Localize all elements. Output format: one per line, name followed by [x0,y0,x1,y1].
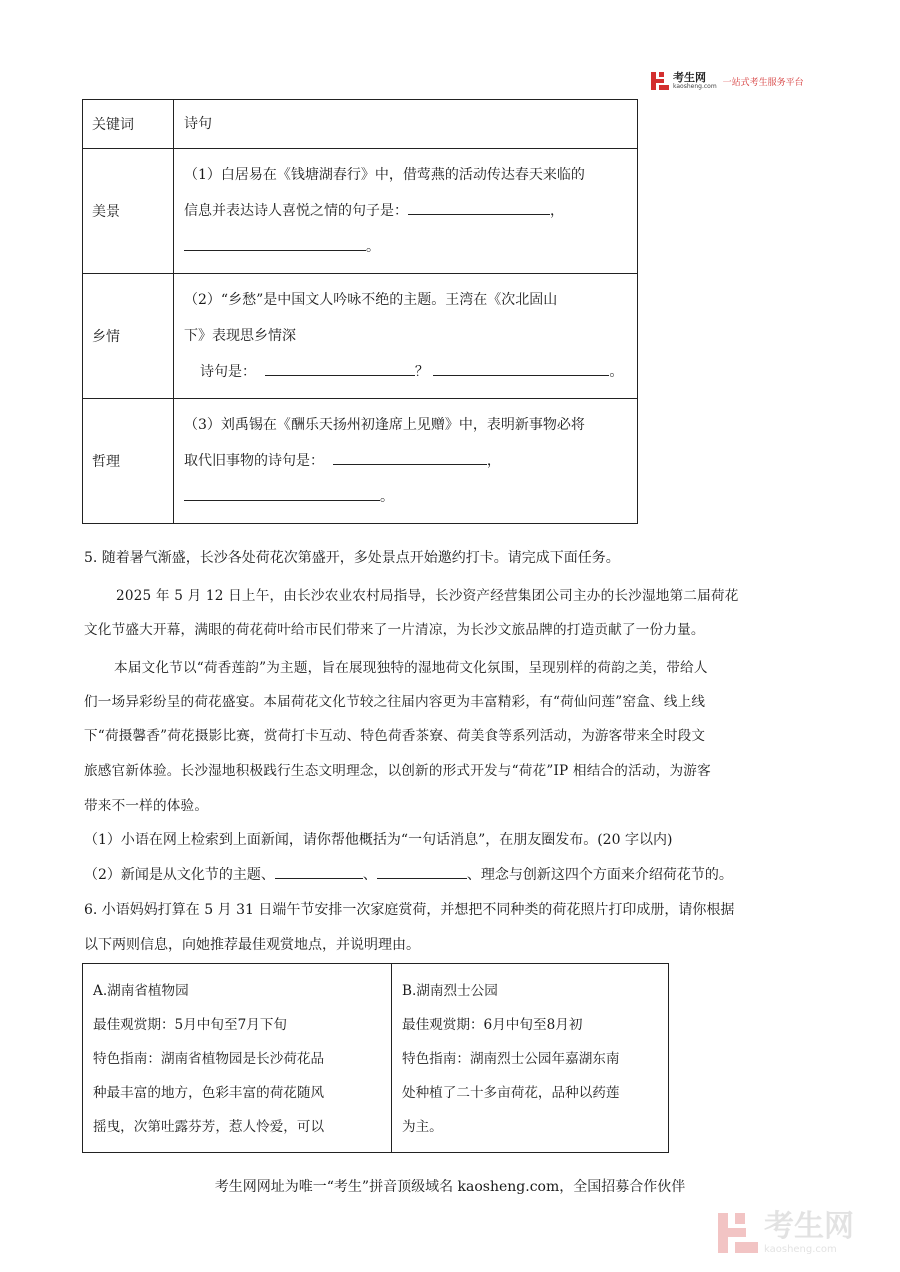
poem-table [82,99,638,524]
answer-blank[interactable] [275,864,363,879]
row-key-philosophy: 哲理 [83,399,174,524]
place-a-period: 最佳观赏期：5月中旬至7月下旬 [93,1017,288,1033]
answer-blank[interactable] [408,200,550,215]
watermark [718,1208,888,1258]
news-line: 旅感官新体验。长沙湿地积极践行生态文明理念，以创新的形式开发与“荷花”IP 相结合的活动，为游客 [84,763,711,779]
news-line: 下“荷摄馨香”荷花摄影比赛，赏荷打卡互动、特色荷香茶寮、荷美食等系列活动，为游客带来全时段文 [84,728,706,744]
answer-blank[interactable] [433,361,609,376]
news-line: 本届文化节以“荷香莲韵”为主题，旨在展现独特的湿地荷文化氛围，呈现别样的荷韵之美，带给人 [114,660,708,676]
answer-blank[interactable] [265,361,415,376]
logo-domain: kaosheng.com [673,83,717,90]
q5-sub1: （1）小语在网上检索到上面新闻，请你帮他概括为“一句话消息”，在朋友圈发布。(20 字以内) [84,832,673,848]
logo-slogan: 一站式考生服务平台 [722,77,804,88]
answer-blank[interactable] [184,236,366,251]
watermark-name: 考生网 [764,1208,854,1244]
answer-blank[interactable] [184,486,380,501]
place-b-cell: B.湖南烈士公园 最佳观赏期：6月中旬至8月初 特色指南：湖南烈士公园年嘉湖东南 处种植了二十多亩荷花，品种以药莲 为主。 [392,964,669,1153]
news-line: 文化节盛大开幕，满眼的荷花荷叶给市民们带来了一片清凉，为长沙文旅品牌的打造贡献了一份力量。 [84,622,705,638]
place-b-period: 最佳观赏期：6月中旬至8月初 [402,1017,583,1033]
places-table [82,963,669,1153]
site-logo[interactable] [651,70,804,92]
row-key-homesick: 乡情 [83,274,174,399]
table-header-keyword: 关键词 [83,100,174,149]
answer-blank[interactable] [377,864,467,879]
news-line: 们一场异彩纷呈的荷花盛宴。本届荷花文化节较之往届内容更为丰富精彩，有“荷仙问莲”窑盒、线上线 [84,694,706,710]
row-content-scenery: （1）白居易在《钱塘湖春行》中，借莺燕的活动传达春天来临的 信息并表达诗人喜悦之情的句子是： ， 。 [174,149,638,274]
place-b-guide: 特色指南：湖南烈士公园年嘉湖东南 [402,1051,620,1067]
table-row [83,399,638,524]
row-key-scenery: 美景 [83,149,174,274]
row-content-homesick: （2）“乡愁”是中国文人吟咏不绝的主题。王湾在《次北固山 下》表现思乡情深 诗句是： ？ 。 [174,274,638,399]
table-row [83,149,638,274]
place-a-cell: A.湖南省植物园 最佳观赏期：5月中旬至7月下旬 特色指南：湖南省植物园是长沙荷花品 种最丰富的地方，色彩丰富的荷花随风 摇曳，次第吐露芬芳，惹人怜爱，可以 [83,964,392,1153]
answer-blank[interactable] [333,450,487,465]
q5-stem: 5. 随着暑气渐盛，长沙各处荷花次第盛开，多处景点开始邀约打卡。请完成下面任务。 [84,550,620,566]
place-a-guide: 特色指南：湖南省植物园是长沙荷花品 [93,1051,325,1067]
watermark-domain: kaosheng.com [764,1243,837,1255]
news-line: 带来不一样的体验。 [84,798,209,814]
logo-name: 考生网 [673,71,706,84]
row-content-philosophy: （3）刘禹锡在《酬乐天扬州初逢席上见赠》中，表明新事物必将 取代旧事物的诗句是： ， 。 [174,399,638,524]
place-b-title: B.湖南烈士公园 [402,983,498,999]
news-line: 2025 年 5 月 12 日上午，由长沙农业农村局指导，长沙资产经营集团公司主办的长沙湿地第二届荷花 [116,588,739,604]
q6-stem-cont: 以下两则信息，向她推荐最佳观赏地点，并说明理由。 [84,937,420,953]
place-a-title: A.湖南省植物园 [93,983,189,999]
kaosheng-logo-icon [651,72,669,90]
q5-sub2: （2）新闻是从文化节的主题、 、 、理念与创新这四个方面来介绍荷花节的。 [84,864,733,884]
q6-stem: 6. 小语妈妈打算在 5 月 31 日端午节安排一次家庭赏荷，并想把不同种类的荷花照片打印成册，请你根据 [84,902,735,918]
footer-text: 考生网网址为唯一“考生”拼音顶级域名 kaosheng.com，全国招募合作伙伴 [214,1179,686,1195]
table-header-verse: 诗句 [174,100,638,149]
table-row [83,274,638,399]
kaosheng-watermark-icon [718,1213,758,1253]
